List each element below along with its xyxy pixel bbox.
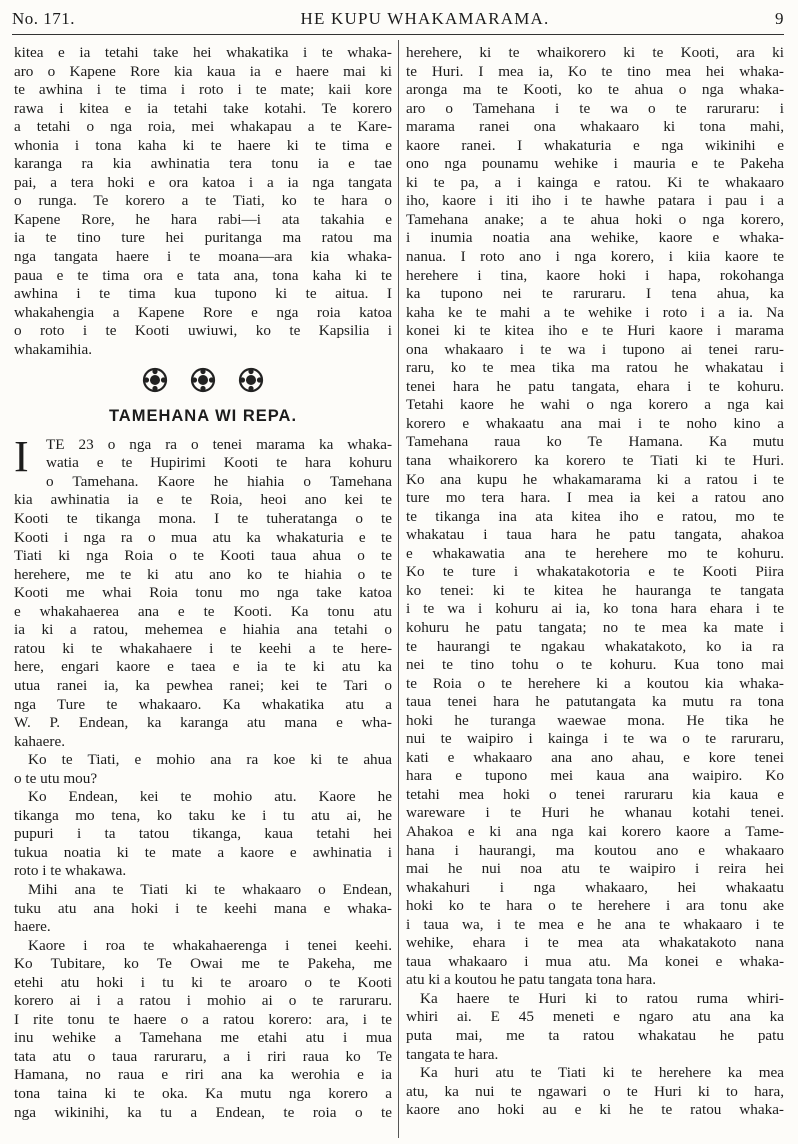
text-line: karanga ra kia awhinatia tera tonu ia e tae — [14, 155, 392, 173]
text-line: Ka haere te Huri ki to ratou ruma whiri- — [420, 989, 784, 1007]
text-line: hoki ko te hara o te herehere i ara tonu ake — [406, 897, 784, 915]
text-line: whiri ai. E 45 meneti e ngaro atu ana ka — [406, 1008, 784, 1026]
text-line: Mihi ana te Tiati ki te whakaaro o Endean, — [28, 880, 392, 898]
right-column — [406, 44, 784, 1120]
text-line: kati e whakaaro ana ano ahau, e kore tenei — [406, 748, 784, 766]
text-line: tetahi mea hoki o tenei raruraru kia kaua e — [406, 785, 784, 803]
text-line: hara e tupono mei kaua ana waipiro. Ko — [406, 767, 784, 785]
issue-number: No. 171. — [12, 9, 76, 28]
text-line: atu, ka nui te ngawari o te Huri ki to hara, — [406, 1082, 784, 1100]
text-line: Tamehana raua ko Te Hamana. Ka mutu — [406, 433, 784, 451]
text-line: kaha ke te mahi a te wehike i roto i a ia. Na — [406, 303, 784, 321]
text-line: hana i haurangi, ma koutou ano e whakaaro — [406, 841, 784, 859]
text-line: o roto i te Kooti uwiuwi, ko te Kapsilia i — [14, 322, 392, 340]
text-line: tikanga mo tena, ko taku ke i tu atu ai, he — [14, 806, 392, 824]
page-header — [12, 4, 784, 35]
newspaper-title: HE KUPU WHAKAMARAMA. — [300, 9, 550, 28]
text-line: roto i te whakawa. — [14, 862, 127, 880]
text-line: haere. — [14, 918, 51, 936]
text-line: atu ki a koutou he patu tangata tona hara. — [406, 971, 657, 989]
text-line: ratou ki te whakahaere i te keehi a te here- — [14, 639, 392, 657]
text-line: tona taina ki te oka. Ka mutu nga korero a — [14, 1084, 392, 1102]
text-line: awhina i te tima kua tupono ki te aitua. I — [14, 285, 392, 303]
text-line: te Roia o te herehere ki a koutou kia whaka- — [406, 674, 784, 692]
text-line: te Huri. I mea ia, Ko te tino mea hei whaka- — [406, 62, 784, 80]
text-line: Kooti te tikanga mona. I te tuheratanga o te — [14, 510, 392, 528]
text-line: Kaore i roa te whakahaerenga i tenei keehi. — [28, 936, 392, 954]
text-line: Ko Endean, kei te mohio atu. Kaore he — [28, 788, 392, 806]
text-line: herehere i tina, kaore hoki i hapa, rokohanga — [406, 266, 784, 284]
text-line: tenei hara he patu tangata, ehara i te kohuru. — [406, 377, 784, 395]
text-line: i te wa i kohuru ai ia, ko tona hara ehara i te — [406, 600, 784, 618]
text-line: W. P. Endean, ka karanga atu mana e wha- — [14, 714, 392, 732]
text-line: pupuri i ta tatou tikanga, kaua tetahi hei — [14, 825, 392, 843]
text-line: watia e te Hupirimi Kooti te hara kohuru — [46, 454, 392, 472]
text-line: raru, ko te mea tika ma ratou he whakatau i — [406, 359, 784, 377]
text-line: wehike, ehara i te mea ata whakatakoto nana — [406, 934, 784, 952]
text-line: ko tenei: ki te kitea he hauranga te tangata — [406, 581, 784, 599]
text-line: pai, a tera hoki e ora katoa i a ia nga tangata — [14, 173, 392, 191]
text-line: marama ranei ona whakaaro ki tona mahi, — [406, 118, 784, 136]
text-line: here, engari kaore e taea e ia te ki atu ka — [14, 658, 392, 676]
text-line: Hamana, no raua e riri ana ka werohia e ia — [14, 1066, 392, 1084]
text-line: Tiati ki nga Roia o te Kooti taua ahua o te — [14, 547, 392, 565]
text-line: kaore ano hoki au e ki he te ratou whaka- — [406, 1101, 784, 1119]
text-line: kia awhinatia ia e te Roia, heoi ano kei te — [14, 491, 392, 509]
drop-cap: I — [14, 431, 29, 481]
text-line: ia ki a ratou, mehemea e hiahia ana tetahi o — [14, 621, 392, 639]
text-line: te awhina i te tima i roto i te mate; kaii kore — [14, 81, 392, 99]
text-line: whakatau i taua hara he patu tangata, ahakoa — [406, 526, 784, 544]
text-line: o te utu mou? — [14, 769, 98, 787]
text-line: tata atu o taua raruraru, a i riri raua ko Te — [14, 1047, 392, 1065]
text-line: Ka huri atu te Tiati ki te herehere ka mea — [420, 1064, 784, 1082]
text-line: rawa i kitea e ia tetahi take kotahi. Te korero — [14, 99, 392, 117]
intro-paragraph — [14, 44, 392, 359]
text-line: ono nga pounamu wehike i mauria e te Pakeha — [406, 155, 784, 173]
text-line: ona whakaaro i te wa i tupono ai tenei raru- — [406, 340, 784, 358]
text-line: Kooti me whai Roia tonu mo nga take katoa — [14, 584, 392, 602]
text-line: iho, kaore i iti iho i te hawhe patara i pau i a — [406, 192, 784, 210]
text-line: o Tamehana. Kaore he hiahia o Tamehana — [46, 472, 392, 490]
text-line: whakamihia. — [14, 340, 93, 358]
ornament-divider — [14, 367, 392, 393]
text-line: korero ai i a ratou i mohio ai o te raruraru. — [14, 992, 392, 1010]
text-line: ka tupono nei te raruraru. I tena ahua, ka — [406, 285, 784, 303]
text-line: a tetahi o nga roia, mei whakapau a te Kare- — [14, 118, 392, 136]
text-line: taua whakaaro i mua atu. Ma konei e whaka- — [406, 952, 784, 970]
text-line: te tikanga ina ata kitea iho e ratou, mo te — [406, 507, 784, 525]
text-line: ture mo tera hara. I mea ia kei a ratou ano — [406, 489, 784, 507]
text-line: Tetahi kaore he wahi o nga korero a nga kai — [406, 396, 784, 414]
text-line: herehere, ki te whaikorero ki te Kooti, ara ki — [406, 44, 784, 61]
text-line: Kapene Rore, he hara rabi—i ata takahia e — [14, 210, 392, 228]
text-line: Tamehana anake; a te ahua hoki o nga korero, — [406, 210, 784, 228]
text-line: nga wikinihi, ka tu a Endean, te roia o te — [14, 1103, 392, 1121]
text-line: TE 23 o nga ra o tenei marama ka whaka- — [46, 435, 392, 453]
text-line: te haurangi te ngakau whakatakoto, ko ia ra — [406, 637, 784, 655]
text-line: paua e te tima ora e tata ana, tona kaha ki te — [14, 266, 392, 284]
text-line: kahaere. — [14, 732, 66, 750]
text-line: nga Ture te whakaaro. Ka whakatika atu a — [14, 695, 392, 713]
text-line: nga tangata haere i te moana—ara kia whaka- — [14, 248, 392, 266]
text-line: whakahuri i nga whakaaro, hei whakaatu — [406, 878, 784, 896]
text-line: aro o Kapene Rore kia kaua ia e haere mai ki — [14, 62, 392, 80]
column-divider — [398, 40, 399, 1138]
text-line: whonia i tona kaha ki te haere ki te tima e — [14, 136, 392, 154]
text-line: utua ranei ia, ka pewhea ranei; kei te Tari o — [14, 676, 392, 694]
flower-ornament-icon — [189, 367, 217, 393]
text-line: Ko ana kupu he whakamarama ki a ratou i te — [406, 470, 784, 488]
text-line: e whakahaerea ana e te Kooti. Ka tonu atu — [14, 602, 392, 620]
article-continuation — [406, 44, 784, 1120]
text-line: kohuru he patu tangata; no te mea ka mate i — [406, 618, 784, 636]
text-line: mai he nui noa atu te waipiro i reira hei — [406, 860, 784, 878]
text-line: etehi atu hoki i tu ki te aroaro o te Kooti — [14, 973, 392, 991]
text-line: Ahakoa e ki ana nga kai korero kaore a Tame- — [406, 822, 784, 840]
text-line: hoki he turanga waewae mona. He tika he — [406, 711, 784, 729]
text-line: e whakawatia ana te herehere mo te kohuru. — [406, 544, 784, 562]
text-line: ia te tino ture hei puritanga ma ratou ma — [14, 229, 392, 247]
text-line: Ko te Tiati, e mohio ana ra koe ki te ahua — [28, 751, 392, 769]
text-line: puta mai, me ta ratou whakatau he patu — [406, 1026, 784, 1044]
left-column — [14, 44, 392, 1122]
text-line: kitea e ia tetahi take hei whakatika i te whaka- — [14, 44, 392, 61]
text-line: i inumia noatia ana wehike, kaore e whaka- — [406, 229, 784, 247]
text-line: whakahengia a Kapene Rore e nga roia katoa — [14, 303, 392, 321]
text-line: Ko te ture i whakatakotoria e te Kooti Piira — [406, 563, 784, 581]
text-line: I rite tonu te haere o a ratou korero: ara, i te — [14, 1010, 392, 1028]
text-line: nanua. I roto ano i nga korero, i kiia kaore te — [406, 248, 784, 266]
text-line: taua tenei hara he patutangata ka mutu ra tona — [406, 693, 784, 711]
text-line: aro o Tamehana i te wa o te raruraru: i — [406, 99, 784, 117]
text-line: o runga. Te korero a te Tiati, ko te hara o — [14, 192, 392, 210]
text-line: konei ki te kitea iho e te Huri kaore i marama — [406, 322, 784, 340]
text-line: kaore ranei. I whakaturia e nga wikinihi e — [406, 136, 784, 154]
text-line: tuku atu ana hoki i te keehi mana e whaka- — [14, 899, 392, 917]
text-line: i taua wa, i te mea e he ana te whakaaro i te — [406, 915, 784, 933]
text-line: ki te pa, a i kainga e ratou. Ki te whakaaro — [406, 173, 784, 191]
text-line: nei te tino tohu o te kohuru. Kua tono mai — [406, 656, 784, 674]
drop-cap-paragraph — [14, 431, 392, 492]
text-line: korero e whakaatu ana mai i te noho kino a — [406, 414, 784, 432]
text-line: nui te waipiro i kainga i te wa o te raruraru, — [406, 730, 784, 748]
text-line: herehere, me te ki atu ano ko te hiahia o te — [14, 565, 392, 583]
text-line: inu wehike a Tamehana me etahi atu i mua — [14, 1029, 392, 1047]
article-heading: TAMEHANA WI REPA. — [108, 407, 298, 426]
text-line: tana whaikorero ka korero te Tiati ki te Huri. — [406, 452, 784, 470]
text-line: wareware i te Huri he whanau kotahi tenei. — [406, 804, 784, 822]
text-line: aronga ma te Kooti, ko te ahua o nga whaka- — [406, 81, 784, 99]
flower-ornament-icon — [237, 367, 265, 393]
article-body — [14, 491, 392, 1122]
text-line: tukua noatia ki te mate a kaore e awhinatia i — [14, 843, 392, 861]
flower-ornament-icon — [141, 367, 169, 393]
page-number: 9 — [774, 9, 784, 28]
text-line: Ko Tubitare, ko Te Owai me te Pakeha, me — [14, 955, 392, 973]
text-line: tangata te hara. — [406, 1045, 499, 1063]
text-line: Kooti i nga ra o mua atu ka whakaturia e te — [14, 528, 392, 546]
